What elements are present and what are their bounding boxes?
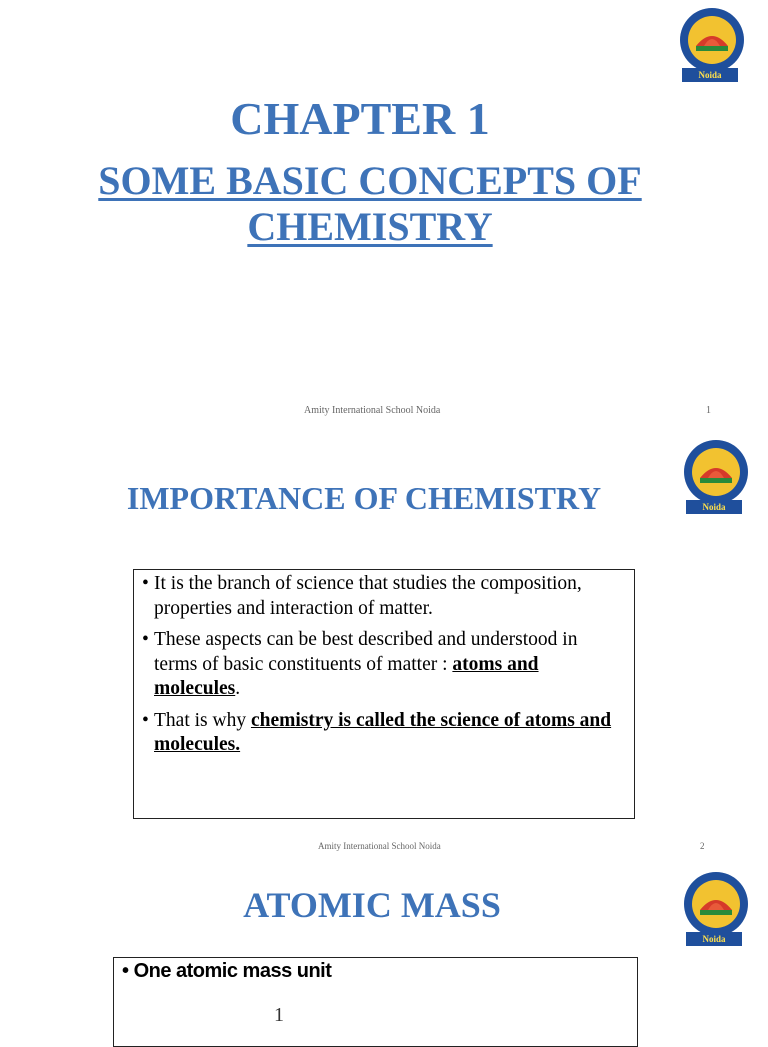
logo-location-label: Noida <box>686 500 742 514</box>
slide-title: ATOMIC MASS <box>243 885 501 925</box>
content-box <box>113 957 638 1047</box>
slide-footer: Amity International School Noida <box>304 405 441 416</box>
slide-page-number: 2 <box>700 841 705 851</box>
slide-page-number: 1 <box>706 405 711 416</box>
school-crest-icon <box>674 6 750 76</box>
content-box <box>133 569 635 819</box>
logo-location-label: Noida <box>682 68 738 82</box>
emphasis-text: chemistry is called the science of atoms and molecules. <box>154 709 612 755</box>
bullet-list <box>142 572 624 758</box>
slide-1 <box>0 0 768 432</box>
school-logo <box>674 6 750 88</box>
fraction-numerator: 1 <box>274 1004 284 1026</box>
list-item: • One atomic mass unit <box>122 960 332 982</box>
logo-location-label: Noida <box>686 932 742 946</box>
slide-title: IMPORTANCE OF CHEMISTRY <box>126 480 602 516</box>
chapter-title <box>60 158 680 250</box>
chapter-title-text: SOME BASIC CONCEPTS OF CHEMISTRY <box>98 158 642 249</box>
list-item: • That is why chemistry is called the science of atoms and molecules. <box>142 709 624 758</box>
list-item: • It is the branch of science that studies the composition, properties and interaction of matter. <box>142 572 624 621</box>
slide-2 <box>0 432 768 864</box>
chapter-number: CHAPTER 1 <box>230 93 490 144</box>
emphasis-text: atoms and molecules <box>154 653 539 699</box>
slide-3 <box>0 864 768 1024</box>
slide-footer: Amity International School Noida <box>318 841 441 851</box>
list-item: • These aspects can be best described and understood in terms of basic constituents of matter : atoms and molecules. <box>142 628 624 702</box>
